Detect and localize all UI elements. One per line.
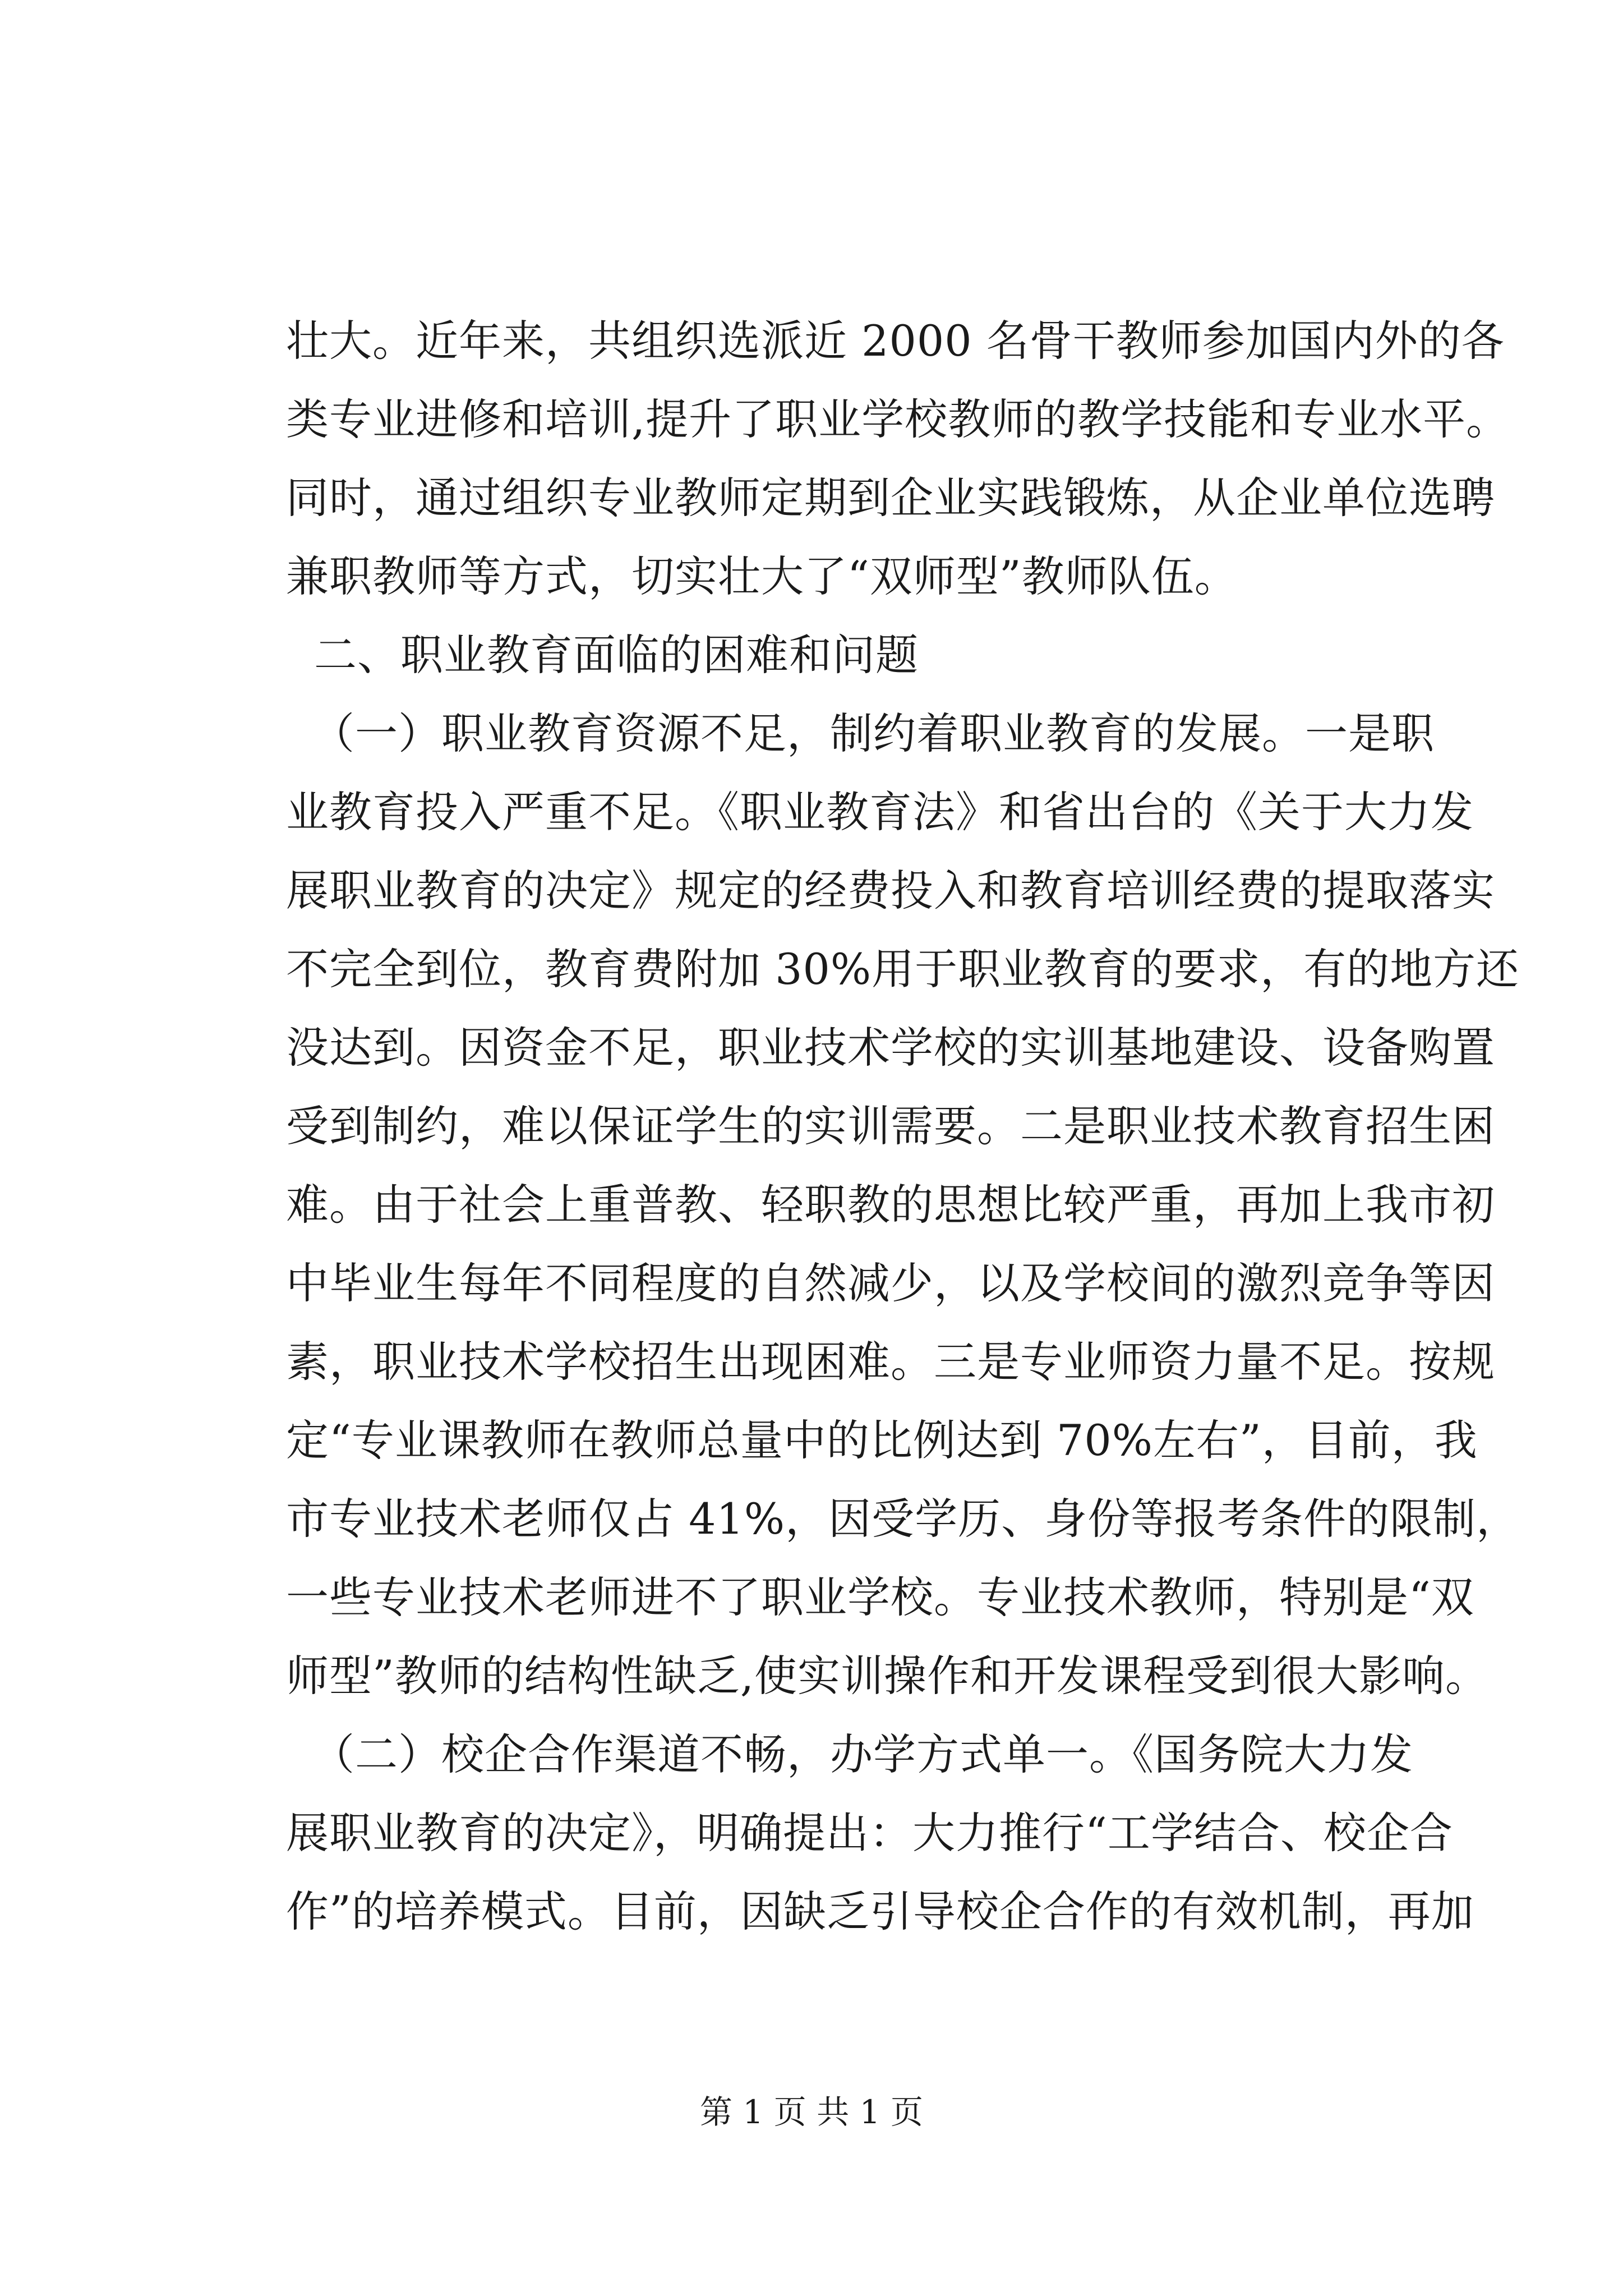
paragraph-line: 定“专业课教师在教师总量中的比例达到 70%左右”，目前，我 [286, 1415, 1478, 1465]
paragraph-line: 不完全到位，教育费附加 30%用于职业教育的要求，有的地方还 [286, 944, 1520, 994]
paragraph-line: 中毕业生每年不同程度的自然减少，以及学校间的激烈竞争等因 [286, 1258, 1495, 1308]
paragraph-line: 壮大。近年来，共组织选派近 2000 名骨干教师参加国内外的各 [286, 316, 1505, 366]
paragraph-line: 类专业进修和培训,提升了职业学校教师的教学技能和专业水平。 [286, 394, 1510, 444]
section-heading: 二、职业教育面临的困难和问题 [314, 630, 919, 680]
paragraph-line: 展职业教育的决定》，明确提出：大力推行“工学结合、校企合 [286, 1808, 1453, 1858]
paragraph-line: 展职业教育的决定》规定的经费投入和教育培训经费的提取落实 [286, 866, 1495, 915]
paragraph-line: 作”的培养模式。目前，因缺乏引导校企合作的有效机制，再加 [286, 1887, 1474, 1936]
paragraph-line: 素，职业技术学校招生出现困难。三是专业师资力量不足。按规 [286, 1337, 1495, 1387]
page-footer: 第 1 页 共 1 页 [700, 2093, 923, 2131]
paragraph-line: （一）职业教育资源不足，制约着职业教育的发展。一是职 [312, 708, 1435, 758]
paragraph-line: 难。由于社会上重普教、轻职教的思想比较严重，再加上我市初 [286, 1180, 1495, 1230]
paragraph-line: 师型”教师的结构性缺乏,使实训操作和开发课程受到很大影响。 [286, 1651, 1489, 1701]
paragraph-line: 业教育投入严重不足。《职业教育法》和省出台的《关于大力发 [286, 787, 1474, 837]
paragraph-line: （二）校企合作渠道不畅，办学方式单一。《国务院大力发 [312, 1729, 1413, 1779]
paragraph-line: 同时，通过组织专业教师定期到企业实践锻炼，从企业单位选聘 [286, 473, 1495, 523]
paragraph-line: 市专业技术老师仅占 41%，因受学历、身份等报考条件的限制， [286, 1494, 1520, 1544]
paragraph-line: 没达到。因资金不足，职业技术学校的实训基地建设、设备购置 [286, 1023, 1495, 1073]
paragraph-line: 一些专业技术老师进不了职业学校。专业技术教师，特别是“双 [286, 1572, 1474, 1622]
paragraph-line: 受到制约，难以保证学生的实训需要。二是职业技术教育招生困 [286, 1101, 1495, 1151]
paragraph-line: 兼职教师等方式，切实壮大了“双师型”教师队伍。 [286, 551, 1238, 601]
